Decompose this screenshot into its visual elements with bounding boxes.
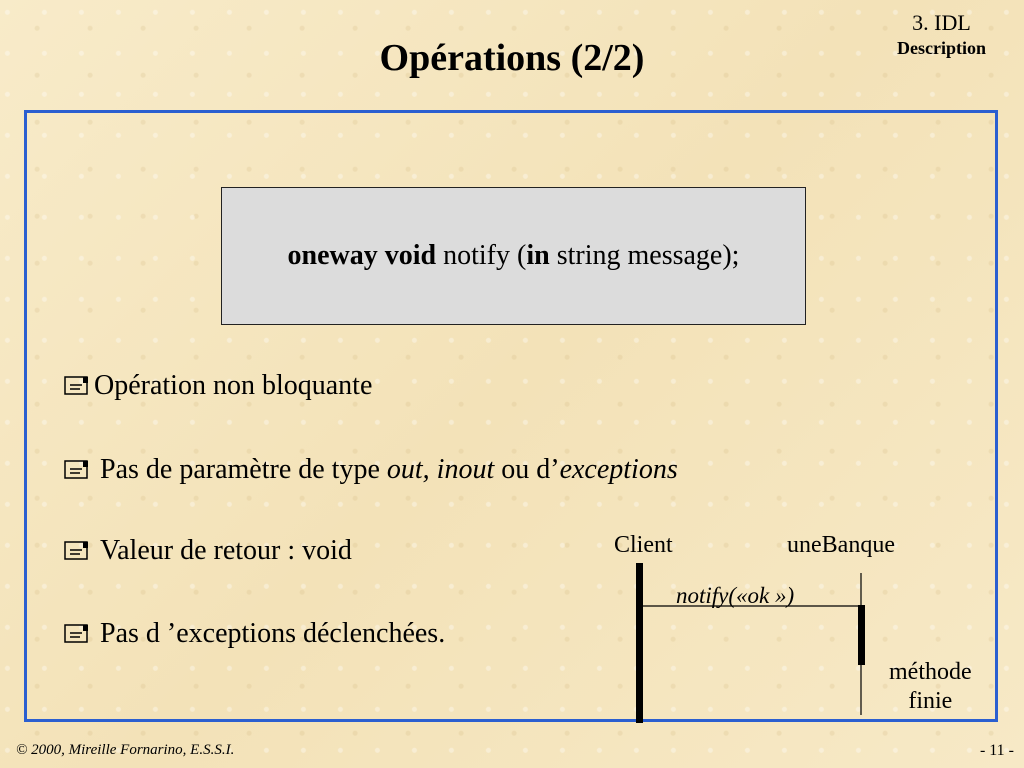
bank-activation-bar <box>858 605 865 665</box>
bullet-italic-out-inout: out, inout <box>386 454 495 485</box>
code-text-message: string message); <box>549 240 740 271</box>
bullet-text: Pas d ’exceptions déclenchées. <box>100 618 446 649</box>
note-line-1: méthode <box>889 659 972 685</box>
bullet-text-pre: Pas de paramètre de type <box>100 454 387 485</box>
bullet-text: Opération non bloquante <box>94 370 373 401</box>
bullet-italic-exceptions: exceptions <box>559 454 678 485</box>
message-label: notify(«ok ») <box>676 583 795 608</box>
actor-bank-label: uneBanque <box>787 532 895 558</box>
note-line-2: finie <box>908 688 953 714</box>
client-activation-bar <box>636 563 643 723</box>
section-name: Description <box>897 38 986 58</box>
code-keyword-in: in <box>526 240 550 271</box>
code-text-notify: notify ( <box>436 240 527 271</box>
page-number: - 11 - <box>979 742 1014 759</box>
bullet-text: Valeur de retour : void <box>100 535 352 566</box>
bullet-text-mid: ou d’ <box>494 454 560 485</box>
actor-client-label: Client <box>614 532 673 558</box>
code-keyword-oneway-void: oneway void <box>287 240 437 271</box>
section-number: 3. IDL <box>912 10 971 35</box>
slide-title: Opérations (2/2) <box>379 37 645 79</box>
copyright-footer: © 2000, Mireille Fornarino, E.S.S.I. <box>16 742 235 758</box>
